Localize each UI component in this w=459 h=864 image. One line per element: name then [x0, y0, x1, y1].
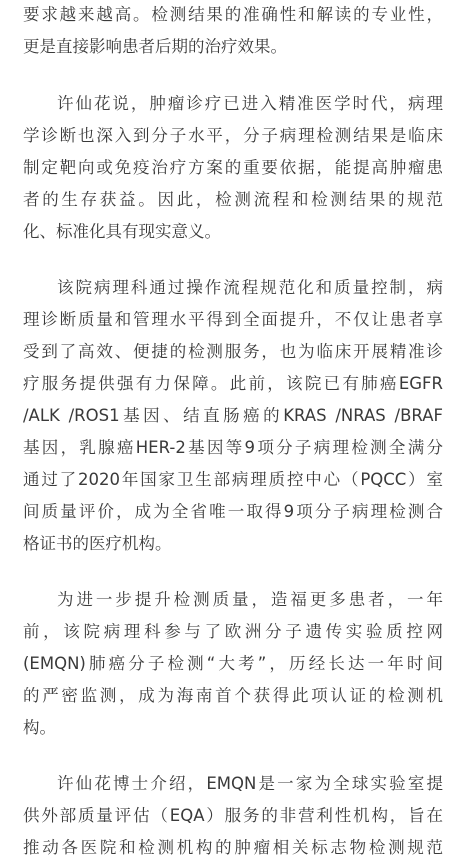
paragraph [23, 768, 443, 864]
text-line: 理诊断质量和管理水平得到全面提升，不仅让患者享 [23, 310, 443, 329]
paragraph [23, 584, 443, 744]
article-body [23, 0, 443, 864]
text-line: 该院病理科通过操作流程规范化和质量控制，病 [57, 278, 443, 297]
text-line: 化、标准化具有现实意义。 [23, 222, 221, 241]
text-line: 疗服务提供强有力保障。此前，该院已有肺癌EGFR [23, 374, 443, 393]
paragraph [23, 272, 443, 560]
paragraph [23, 0, 443, 63]
text-line: 更是直接影响患者后期的治疗效果。 [23, 37, 287, 56]
text-line: 推动各医院和检测机构的肿瘤相关标志物检测规范 [23, 838, 443, 857]
text-line: 前，该院病理科参与了欧洲分子遗传实验质控网 [23, 622, 443, 641]
text-line: (EMQN)肺癌分子检测“大考”，历经长达一年时间 [23, 654, 443, 673]
text-line: 者的生存获益。因此，检测流程和检测结果的规范 [23, 190, 443, 209]
text-line: 间质量评价，成为全省唯一取得9项分子病理检测合 [23, 502, 443, 521]
text-line: 要求越来越高。检测结果的准确性和解读的专业性， [23, 5, 443, 24]
text-line: /ALK /ROS1基因、结直肠癌的KRAS /NRAS /BRAF [23, 406, 443, 425]
text-line: 为进一步提升检测质量，造福更多患者，一年 [57, 590, 443, 609]
text-line: 基因，乳腺癌HER-2基因等9项分子病理检测全满分 [23, 438, 443, 457]
text-line: 许仙花说，肿瘤诊疗已进入精准医学时代，病理 [57, 94, 443, 113]
text-line: 供外部质量评估（EQA）服务的非营利性机构，旨在 [23, 806, 443, 825]
text-line: 许仙花博士介绍，EMQN是一家为全球实验室提 [57, 774, 443, 793]
text-line: 格证书的医疗机构。 [23, 534, 172, 553]
text-line: 通过了2020年国家卫生部病理质控中心（PQCC）室 [23, 470, 443, 489]
text-line: 制定靶向或免疫治疗方案的重要依据，能提高肿瘤患 [23, 158, 443, 177]
paragraph [23, 88, 443, 248]
text-line: 的严密监测，成为海南首个获得此项认证的检测机 [23, 686, 443, 705]
text-line: 构。 [23, 718, 56, 737]
text-line: 受到了高效、便捷的检测服务，也为临床开展精准诊 [23, 342, 443, 361]
text-line: 学诊断也深入到分子水平，分子病理检测结果是临床 [23, 126, 443, 145]
